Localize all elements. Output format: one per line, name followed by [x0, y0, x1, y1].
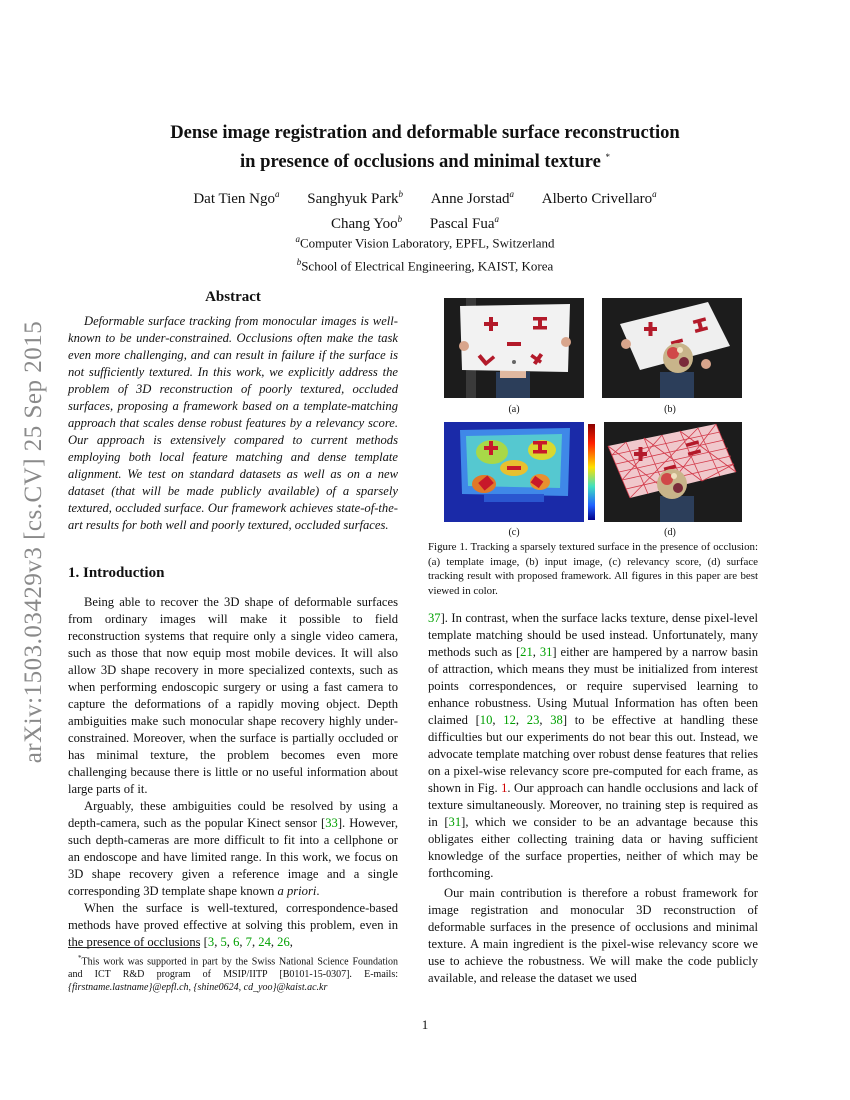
affiliation: $^b$School of Electrical Engineering, KAIST, Korea: [296, 256, 554, 274]
author: Pascal Fua$^a$: [429, 214, 499, 232]
left-column-body: [68, 594, 398, 951]
citation-link[interactable]: 21: [520, 645, 533, 659]
email: {shine0624, cd_yoo}@kaist.ac.kr: [193, 982, 328, 994]
figure-panel-relevancy-score: [444, 422, 604, 522]
author-row-1: [110, 184, 740, 209]
figure-label-b: (b): [664, 404, 676, 415]
citation-link[interactable]: 31: [448, 815, 462, 829]
title-line-2: in presence of occlusions and minimal texture *: [239, 151, 610, 173]
paragraph: When the surface is well-textured, correspondence-based methods have proved effective at solving this problem, even in the presence of occlusions [3, 5, 6, 7, 24, 26,: [68, 901, 398, 949]
citation-link[interactable]: 37: [428, 611, 441, 625]
citation-link[interactable]: 6: [233, 935, 240, 949]
page-number: 1: [421, 1017, 429, 1032]
citation-link[interactable]: 26: [277, 935, 290, 949]
figure-panel-template-image: [444, 298, 584, 398]
author: Dat Tien Ngo$^a$: [193, 189, 280, 207]
affiliations: [110, 230, 740, 276]
author: Anne Jorstad$^a$: [430, 189, 515, 207]
email: {firstname.lastname}@epfl.ch: [68, 982, 189, 994]
paragraph: Arguably, these ambiguities could be resolved by using a depth-camera, such as the popular Kinect sensor [33]. However, such depth-cameras are more difficult to fit into a cellphone or an endoscope and have limited range. In this work, we focus on 3D shape recovery given a reference image and a single corresponding 3D template shape known a priori.: [68, 799, 398, 898]
citation-link[interactable]: 7: [245, 935, 252, 949]
figure-label-d: (d): [664, 527, 676, 538]
citation-link[interactable]: 10: [479, 713, 493, 727]
figure-panel-tracking-result: [604, 422, 742, 522]
author: Alberto Crivellaro$^a$: [541, 189, 657, 207]
citation-link[interactable]: 5: [220, 935, 227, 949]
title-line-1: Dense image registration and deformable surface reconstruction: [170, 122, 680, 143]
paper-title: [90, 120, 760, 174]
citation-link[interactable]: 12: [503, 713, 516, 727]
figure-caption: Figure 1. Tracking a sparsely textured surface in the presence of occlusion: (a) template image, (b) input image, (c) relevancy score, (d) surface tracking result with proposed framework. All figures in this paper are best viewed in color.: [428, 541, 758, 597]
citation-link[interactable]: 33: [325, 816, 338, 830]
abstract-text: Deformable surface tracking from monocular images is well-known to be under-constrained. Occlusions often make the task even more challenging, and can result in failure if the surface is not sufficiently textured. In this work, we explicitly address the problem of 3D reconstruction of poorly textured, occluded surfaces, proposing a framework based on a template-matching approach that scales dense robust features by a relevancy score. Our approach is extensively compared to current methods employing both local feature matching and dense template alignment. We test on standard datasets as well as on a new dataset (that will be made publicly available) of a sparsely textured, occluded surface. Our framework achieves state-of-the-art results for both well and poorly textured, occluded surfaces.: [68, 314, 398, 532]
figure-label-c: (c): [508, 527, 520, 538]
citation-link[interactable]: 38: [550, 713, 563, 727]
author: Chang Yoo$^b$: [330, 214, 403, 232]
citation-link[interactable]: 3: [207, 935, 215, 949]
figure-label-a: (a): [508, 404, 520, 415]
arxiv-identifier: arXiv:1503.03429v3 [cs.CV] 25 Sep 2015: [20, 320, 47, 764]
author-list: [110, 184, 740, 234]
citation-link[interactable]: 31: [539, 645, 553, 659]
abstract-heading: Abstract: [205, 289, 261, 305]
footnote-rule: [68, 947, 200, 948]
citation-link[interactable]: 23: [526, 713, 540, 727]
title-footnote-mark: *: [605, 152, 610, 162]
paragraph: Our main contribution is therefore a robust framework for image registration and monocular 3D reconstruction of deformable surfaces in the presence of occlusions and minimal texture. A main ingredient is the pixel-wise relevancy score we use to achieve the robustness. We will make the code publicly available, and release the dataset we used: [428, 886, 758, 985]
paragraph: 37]. In contrast, when the surface lacks texture, dense pixel-level template matching should be used instead. Unfortunately, many methods such as [21, 31] either are hampered by a narrow basin of attraction, which means they must be initialized from interest points correspondences, or require supervised learning to enhance robustness. Using Mutual Information has often been claimed [10, 12, 23, 38] to be effective at handling these difficulties but our experiments do not bear this out. Instead, we advocate template matching over robust dense features that relies on a pixel-wise relevancy score pre-computed for each frame, as shown in Fig. 1. Our approach can handle occlusions and lack of texture simultaneously. Moreover, no training step is required as in [31], which we consider to be an advantage because this obligates either collecting training data or having sufficient knowledge of the surface properties, neither of which may be forthcoming.: [428, 611, 759, 880]
affiliation: $^a$Computer Vision Laboratory, EPFL, Switzerland: [295, 234, 555, 251]
arxiv-sidebar: [14, 290, 54, 795]
paragraph: Being able to recover the 3D shape of deformable surfaces from ordinary images will make it possible to field reconstruction systems that require only a single video camera, such as those that now equip most mobile devices. It will also allow 3D shape recovery in more specialized contexts, such as when performing endoscopic surgery or using a fast camera to capture the deformations of a rapidly moving object. Depth ambiguities make such monocular shape recovery highly under-constrained. Moreover, when the surface is partially occluded or has minimal texture, the problem becomes even more challenging because there is little or no useful information about large parts of it.: [68, 595, 398, 796]
footnote: *This work was supported in part by the Swiss National Science Foundation and ICT R&D program of MSIP/IITP [B0101-15-0307]. E-mails: {firstname.lastname}@epfl.ch, {shine0624, cd_yoo}@kaist.ac.kr: [68, 954, 398, 994]
author: Sanghyuk Park$^b$: [307, 189, 404, 207]
figure-reference-link[interactable]: 1: [501, 781, 508, 795]
section-heading-introduction: 1. Introduction: [68, 565, 165, 581]
figure-panel-input-image: [602, 298, 742, 398]
citation-link[interactable]: 24: [258, 935, 271, 949]
right-column-body: [428, 610, 758, 987]
